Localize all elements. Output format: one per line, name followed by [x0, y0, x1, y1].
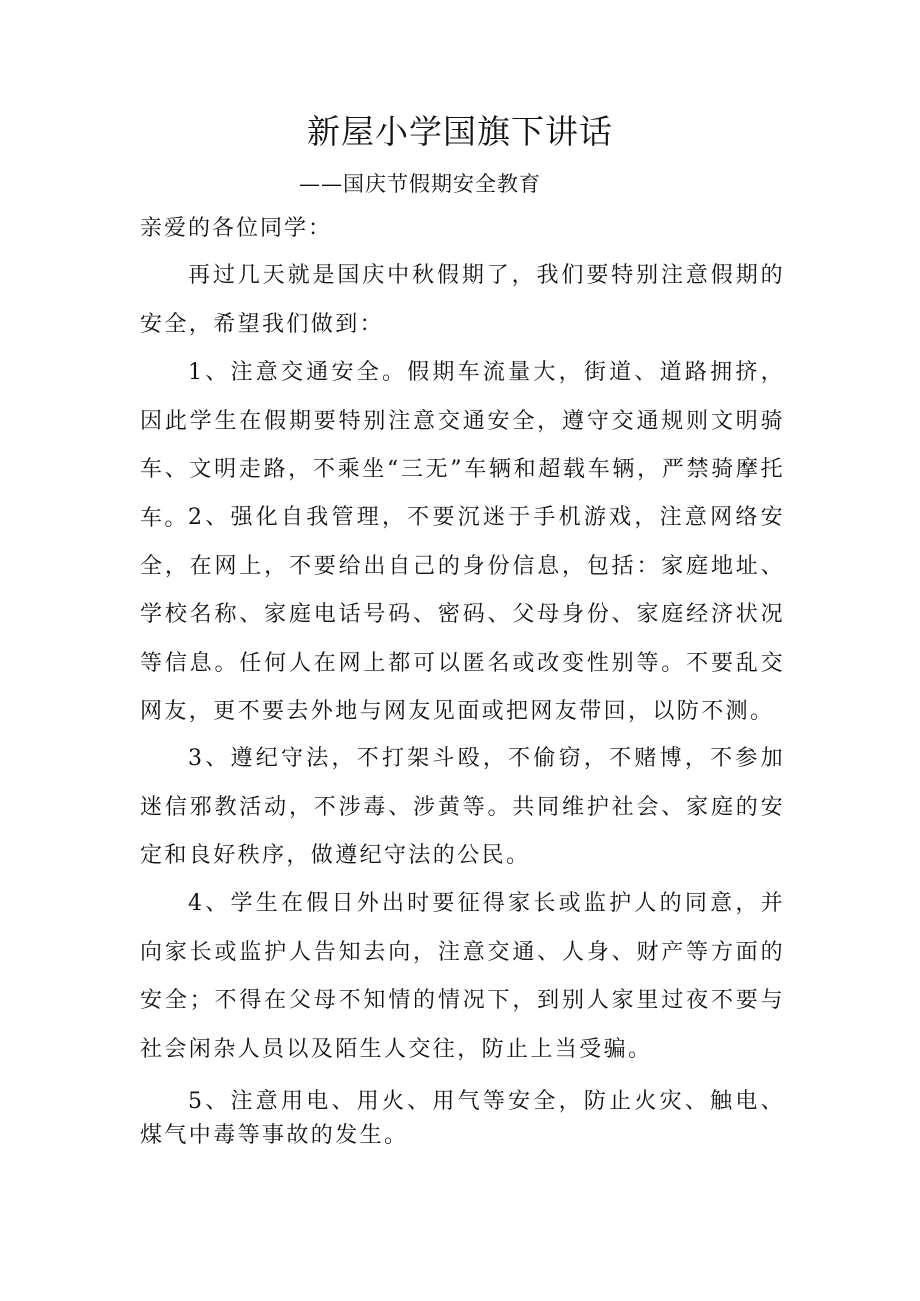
paragraph-intro: 再过几天就是国庆中秋假期了，我们要特别注意假期的安全，希望我们做到： — [140, 263, 785, 337]
paragraph-going-out: 4、学生在假日外出时要征得家长或监护人的同意，并向家长或监护人告知去向，注意交通、人身、财产等方面的安全；不得在父母不知情的情况下，到别人家里过夜不要与社会闲杂人员以及陌生人交往，防止上当受骗。 — [140, 891, 785, 1062]
paragraph-self-management: 2、强化自我管理，不要沉迷于手机游戏，注意网络安全，在网上，不要给出自己的身份信息，包括：家庭地址、学校名称、家庭电话号码、密码、父母身份、家庭经济状况等信息。任何人在网上都可以匿名或改变性别等。不要乱交网友，更不要去外地与网友见面或把网友带回，以防不测。 — [140, 505, 785, 724]
paragraph-fire-electric-safety: 5、注意用电、用火、用气等安全，防止火灾、触电、煤气中毒等事故的发生。 — [140, 1089, 785, 1148]
document-subtitle: ——国庆节假期安全教育 — [299, 172, 541, 196]
paragraph-traffic-safety: 1、注意交通安全。假期车流量大，街道、道路拥挤，因此学生在假期要特别注意交通安全，遵守交通规则文明骑车、文明走路，不乘坐“三无”车辆和超载车辆，严禁骑摩托车。 — [140, 360, 785, 531]
document-title: 新屋小学国旗下讲话 — [307, 112, 613, 151]
paragraph-law-abiding: 3、遵纪守法，不打架斗殴，不偷窃，不赌博，不参加迷信邪教活动，不涉毒、涉黄等。共同维护社会、家庭的安定和良好秩序，做遵纪守法的公民。 — [140, 746, 785, 868]
salutation: 亲爱的各位同学： — [140, 216, 333, 241]
